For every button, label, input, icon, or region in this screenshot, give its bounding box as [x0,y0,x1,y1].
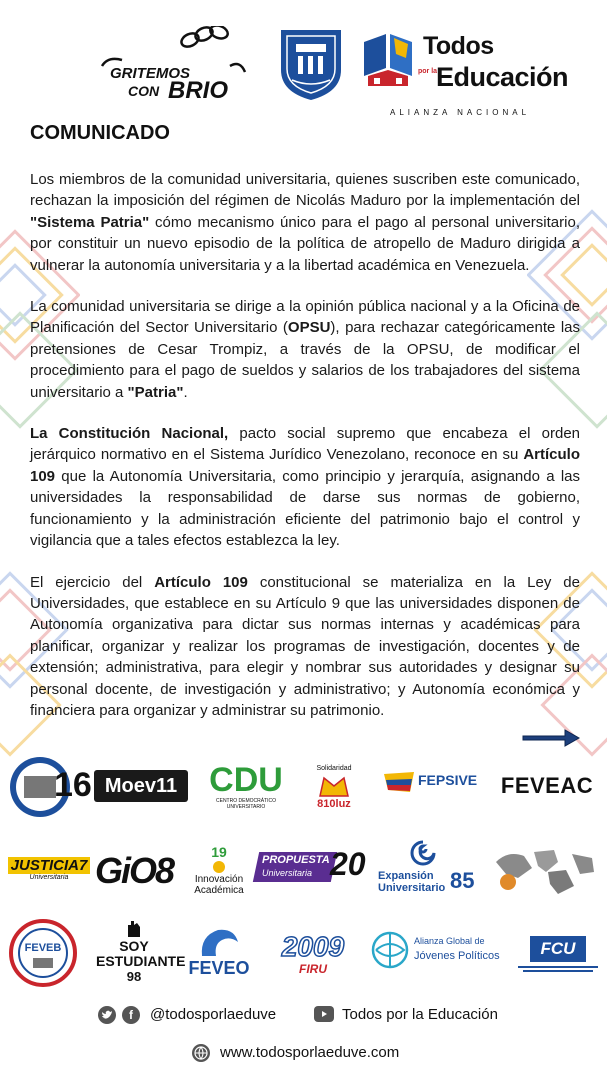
facebook-icon[interactable]: f [122,1006,140,1024]
logo-solidaridad-810luz [304,756,364,818]
logos-row-1 [0,752,607,822]
gritemos-line2: CON [128,83,160,99]
paragraph-2 [30,296,580,403]
logo-gio8-text: GiO8 [94,850,174,891]
logo-fepsive [382,766,482,806]
logo-firu-text: FIRU [299,962,327,976]
website-link[interactable]: www.todosporlaeduve.com [220,1044,400,1061]
youtube-channel-name[interactable]: Todos por la Educación [342,1006,498,1023]
paragraph-4 [30,572,580,722]
paragraph-1 [30,169,580,276]
p4-text-c: constitucional se materializa en la Ley de Universidades, que establece en su Artículo 9 que las universidades disponen de Autonomía organizativa para dictar sus normas internas y académicas para planificar, organizar y realizar los programas de investigación, docentes y de extensión; administrativa, para elegir y nombrar sus autoridades y designar su personal docente, de investigación y administrativo; y Autonomía económica y financiera para organizar y administrar su patrimonio. [30,573,580,719]
logo-innovacion-academica [186,838,252,902]
p3-articulo-109: Artículo 109 [30,446,580,485]
logo-propuesta-sub: Universitaria [262,868,313,878]
logo-alianza-global-jovenes [370,926,506,978]
paragraph-3 [30,423,580,551]
twitter-icon[interactable] [98,1006,116,1024]
logo-justicia7-text: JUSTICIA7 [8,857,91,874]
todos-logo-word2: Educación [436,62,569,92]
logo-soy-estudiante-number: 98 [126,968,142,984]
p4-articulo-109: Artículo 109 [154,573,248,591]
logo-feveac [492,770,602,802]
p1-text-c: cómo mecanismo único para el pago al personal universitario, por constituir un nuevo episodio de la política de atropello de Maduro dirigida a vulnerar la autonomía universitaria y a la libertad académica en Venezuela. [30,213,580,274]
gritemos-line1: GRITEMOS [110,65,191,82]
p2-text-a: La comunidad universitaria se dirige a la opinión pública nacional y a la Oficina de Planificación del Sector Universitario ( [30,298,580,337]
logos-row-2 [0,836,607,906]
logo-expansion-universitaria [376,840,476,900]
gritemos-line3: BRIO [168,77,228,104]
logo-expansion-sub: Universitario [378,882,446,894]
logo-soy-estudiante-98 [96,918,186,984]
youtube-icon[interactable] [314,1006,334,1022]
logos-row-3 [0,918,607,988]
p3-text-d: que la Autonomía Universitaria, como principio y jerarquía, asignando a las universidades la responsabilidad de darse sus normas de gobierno, funcionamiento y la administración eficiente del patrimonio bajo el control y vigilancia que a tales efectos establezca la ley. [30,467,580,550]
todos-logo-word1: Todos [423,32,494,60]
todos-logo-porla: por la [418,68,438,75]
p4-text-a: El ejercicio del [30,573,155,591]
p2-text-c: ), para rechazar categóricamente las pretensiones de Cesar Trompiz, a través de la OPSU, de modificar el procedimiento para el pago de sueldos y salarios de los trabajadores del sistema universitario a [30,319,580,401]
arrow-right-icon [521,728,581,748]
logo-alianza-global-sub: Jóvenes Políticos [414,950,500,962]
logo-justicia7-sub: Universitaria [29,874,69,881]
logo-fcu [516,932,600,976]
logo-feveac-text: FEVEAC [500,773,594,798]
logo-810luz-text: 810luz [317,797,351,810]
social-handle[interactable]: @todosporlaeduve [150,1006,277,1023]
logo-moev11 [94,770,188,802]
university-shield-logo [276,24,346,102]
logo-gio8 [96,840,172,902]
logo-fcu-text: FCU [540,939,576,958]
logo-propuesta-universitaria [256,846,368,892]
logo-cdu-text: CDU [209,761,283,799]
logo-alianza-global-text: Alianza Global de [414,936,485,946]
p2-opsu: OPSU [287,319,331,337]
logo-innovacion-number: 19 [211,844,227,860]
logo-propuesta-text: PROPUESTA [262,854,330,866]
logo-16 [6,754,92,820]
logo-justicia7 [10,850,88,888]
logo-cdu-tagline: CENTRO DEMOCRÁTICO UNIVERSITARIO [216,798,276,810]
p1-sistema-patria: "Sistema Patria" [30,213,150,231]
logo-innovacion-text: Innovación Académica [194,874,244,896]
book-map-icon [360,28,416,90]
todos-por-la-educacion-logo [360,22,569,118]
globe-icon [192,1044,210,1062]
p3-text-b: pacto social supremo que encabeza el orden jerárquico normativo en el Sistema Jurídico Venezolano, reconoce en su [30,425,580,464]
logo-feveo [182,920,256,984]
logo-propuesta-number: 20 [330,846,366,882]
logo-fepsive-text: FEPSIVE [418,772,478,788]
logo-2009-firu [266,928,360,980]
logo-soy-estudiante-text: SOY ESTUDIANTE [96,937,186,969]
p3-constitucion: La Constitución Nacional, [30,425,229,443]
logo-expansion-text: Expansión [378,870,434,882]
header-logos [0,18,607,117]
logo-expansion-number: 85 [450,868,475,893]
logo-16-number: 16 [54,766,92,804]
p1-text-a: Los miembros de la comunidad universitaria, quienes suscriben este comunicado, rechazan la imposición del régimen de Nicolás Maduro por la implementación del [30,171,580,210]
communique-body [30,122,580,741]
logo-solidaridad-text: Solidaridad [316,764,352,772]
logo-cdu [198,760,294,812]
social-links [0,1000,607,1030]
document-title: COMUNICADO [30,122,170,144]
logo-feveo-text: FEVEO [188,957,250,978]
p2-text-e: . [183,383,188,401]
world-map-logo [488,842,600,900]
gritemos-con-brio-logo [90,26,250,106]
logo-feveb [6,918,80,988]
logo-moev11-text: Moev11 [104,774,178,797]
todos-logo-tagline: ALIANZA NACIONAL [390,108,531,117]
logo-2009-text: 2009 [281,931,345,962]
p2-patria: "Patria" [127,383,184,401]
logo-feveb-text: FEVEB [24,942,62,954]
